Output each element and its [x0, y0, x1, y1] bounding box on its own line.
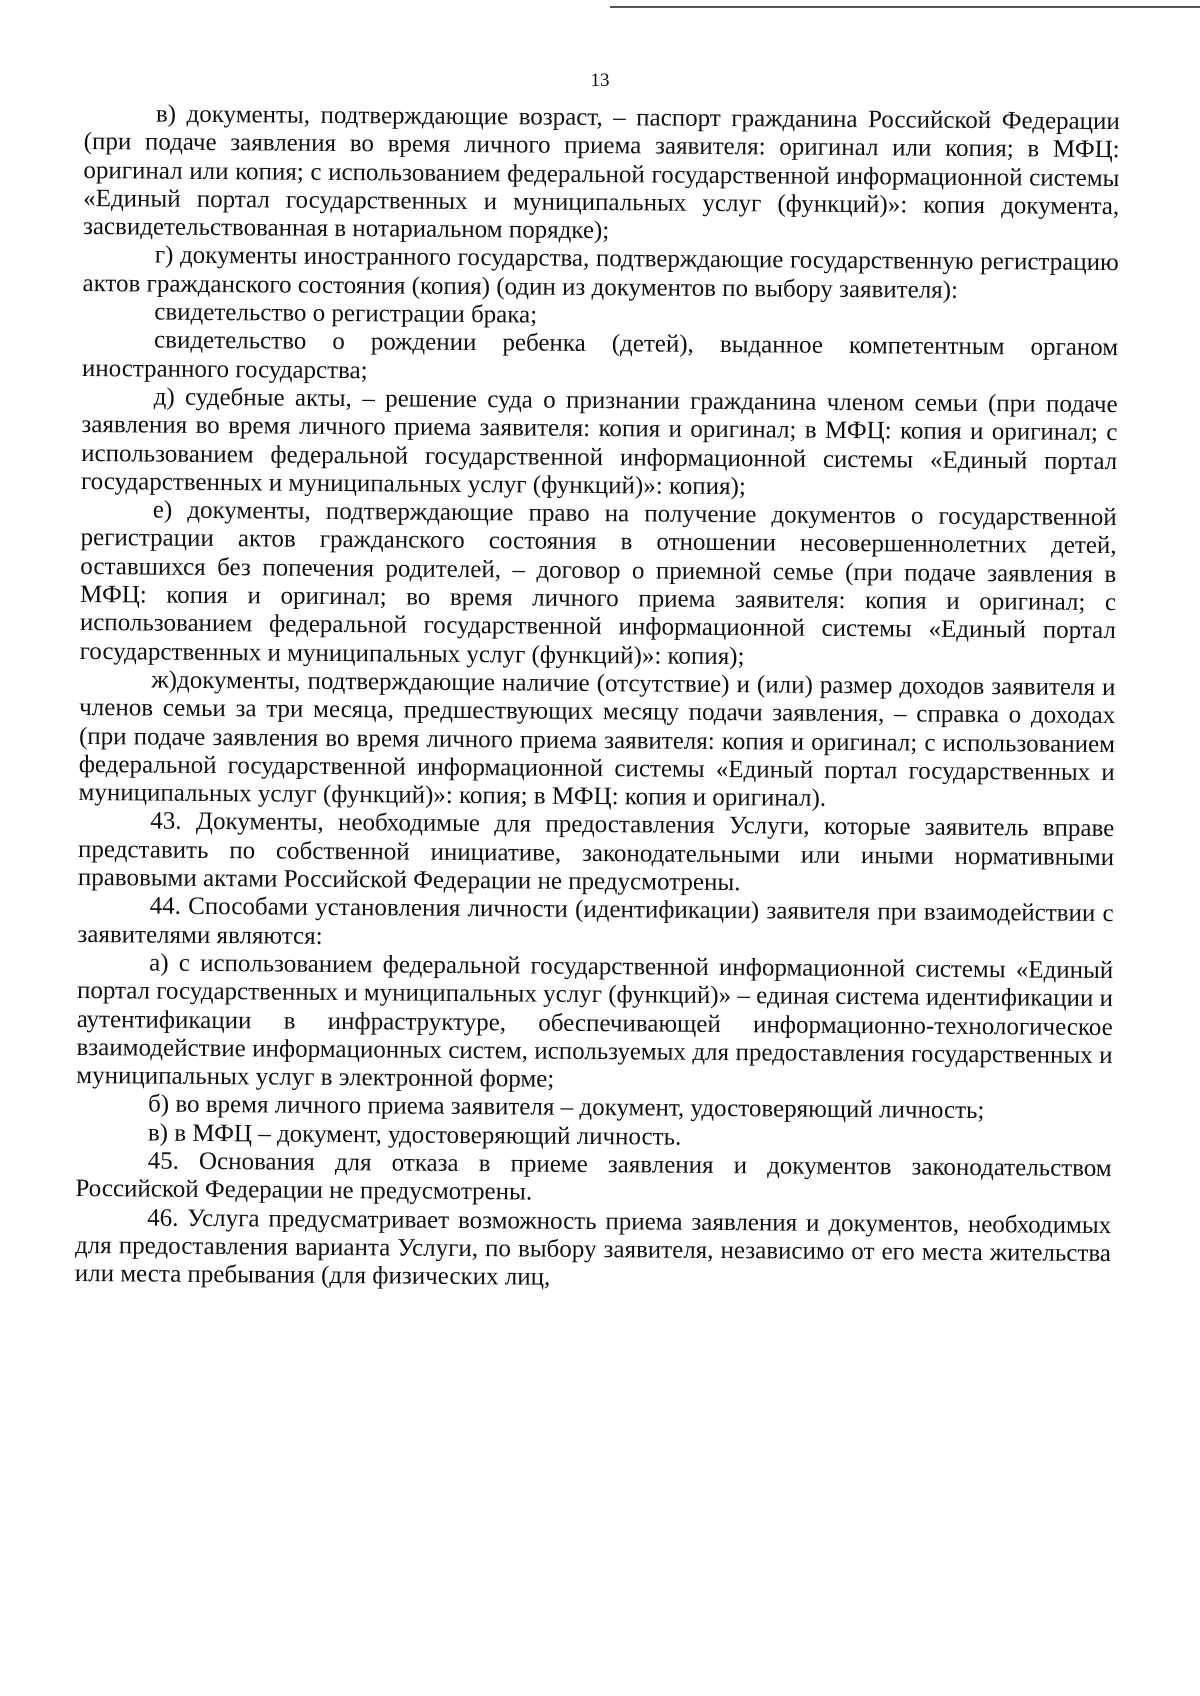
paragraph-43: 43. Документы, необходимые для предоставления Услуги, которые заявитель вправе представить по собственной инициативе, законодательными или иными нормативными правовыми актами Российской Федерации не предусмотрены. [77, 807, 1115, 897]
paragraph-e-foster-documents: е) документы, подтверждающие право на получение документов о государственной регистрации актов гражданского состояния в отношении несовершеннолетних детей, оставшихся без попечения родителей, – договор о приемной семье (при подаче заявления в МФЦ: копия и оригинал; во время личного приема заявителя: копия и оригинал; с использованием федеральной государственной информационной системы «Единый портал государственных и муниципальных услуг (функций)»: копия); [79, 496, 1117, 670]
paragraph-44-b: б) во время личного приема заявителя – документ, удостоверяющий личность; [148, 1090, 985, 1125]
paragraph-44-a: а) с использованием федеральной государственной информационной системы «Единый портал государственных и муниципальных услуг (функций)» – единая система идентификации и аутентификации в инфраструктуре, обеспечивающей информационно-технологическое взаимодействие информационных систем, используемых для предоставления государственных и муниципальных услуг в электронной форме; [76, 949, 1114, 1093]
list-item-marriage-certificate: свидетельство о регистрации брака; [154, 298, 538, 329]
scan-edge-line [610, 0, 1200, 8]
paragraph-zh-income-documents: ж)документы, подтверждающие наличие (отсутствие) и (или) размер доходов заявителя и членов семьи за три месяца, предшествующих месяцу подачи заявления, – справка о доходах (при подаче заявления во время личного приема заявителя: копия и оригинал; с использованием федеральной государственной информационной системы «Единый портал государственных и муниципальных услуг (функций)»: копия; в МФЦ: копия и оригинал). [78, 666, 1116, 812]
paragraph-v-age-documents: в) документы, подтверждающие возраст, – паспорт гражданина Российской Федерации (при подаче заявления во время личного приема заявителя: оригинал или копия; в МФЦ: оригинал или копия; с использованием федеральной государственной информационной системы «Единый портал государственных и муниципальных услуг (функций)»: копия документа, засвидетельствованная в нотариальном порядке); [82, 100, 1120, 245]
paragraph-44: 44. Способами установления личности (идентификации) заявителя при взаимодействии с заявителями являются: [77, 892, 1114, 950]
list-item-birth-certificate: свидетельство о рождении ребенка (детей), выданное компетентным органом иностранного государства; [81, 326, 1119, 384]
paragraph-46: 46. Услуга предусматривает возможность приема заявления и документов, необходимых для предоставления варианта Услуги, по выбору заявителя, независимо от его места жительства или места пребывания (для физических лиц, [74, 1204, 1112, 1291]
document-body [75, 100, 1120, 1297]
paragraph-44-v: в) в МФЦ – документ, удостоверяющий личность. [147, 1119, 682, 1151]
paragraph-g-foreign-documents: г) документы иностранного государства, подтверждающие государственную регистрацию актов гражданского состояния (копия) (один из документов по выбору заявителя): [82, 242, 1119, 304]
page-number: 13 [590, 70, 610, 91]
paragraph-45: 45. Основания для отказа в приеме заявления и документов законодательством Российской Федерации не предусмотрены. [75, 1147, 1112, 1206]
paragraph-d-court-acts: д) судебные акты, – решение суда о признании гражданина членом семьи (при подаче заявления во время личного приема заявителя: копия и оригинал; в МФЦ: копия и оригинал; с использованием федеральной государственной информационной системы «Единый портал государственных и муниципальных услуг (функций)»: копия); [80, 383, 1118, 501]
